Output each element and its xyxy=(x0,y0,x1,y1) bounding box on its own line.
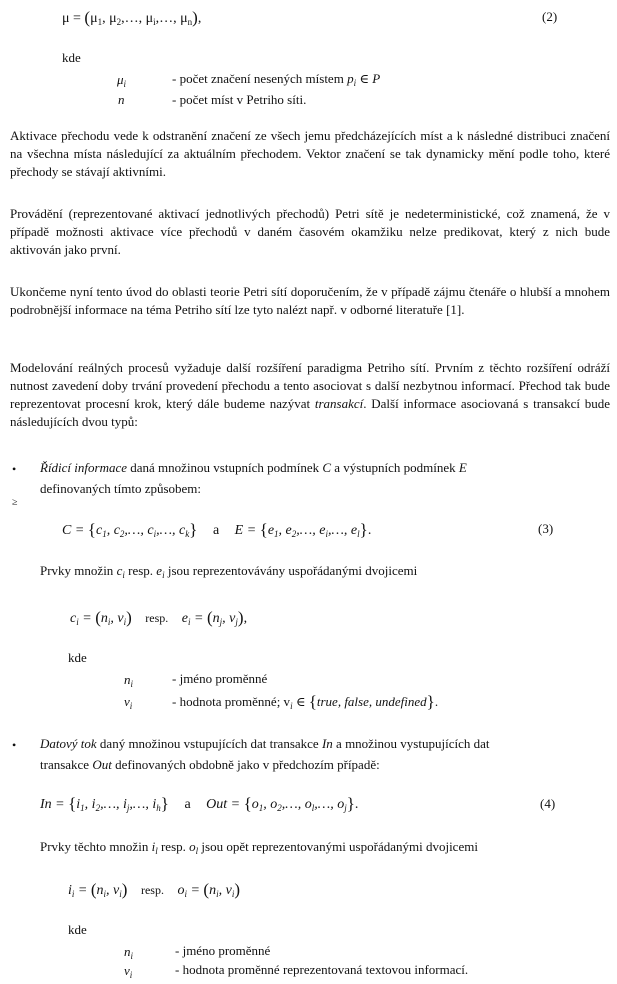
kde-label-2: kde xyxy=(68,650,87,665)
bullet-1-marker: • xyxy=(12,462,17,476)
bullet-2-marker: • xyxy=(12,738,17,752)
equation-4: $In = \{i_1$, $i_2,\dots$, $i_j,\dots$, $i_h$} a Out = {$o_1$, $o_2,\dots$, $o_l,\dots$, $o_j$}. xyxy=(40,794,359,813)
bullet-1-line-2: definovaných tímto způsobem: xyxy=(40,481,202,496)
term-data-flow: Datový tok xyxy=(40,736,97,751)
term-control-info: Řídicí informace xyxy=(40,460,128,475)
def1-text-mu: - počet značení nesených místem $p_i$ ∈ P xyxy=(172,71,381,88)
pairs-1-sentence: Prvky množin $c_i$ resp. $e_i$ jsou reprezentovávány uspořádanými dvojicemi xyxy=(40,563,418,580)
bullet-2-line-1: Datový tok daný množinou vstupujících dat transakce In a množinou vystupujících dat xyxy=(40,736,490,751)
def1-symbol-n: n xyxy=(118,92,125,107)
term-transaction: transakcí xyxy=(314,396,364,411)
equation-3-number: (3) xyxy=(538,521,554,536)
def2-text-n: - jméno proměnné xyxy=(172,671,268,686)
equation-2: $\mu = (\mu_1$, $\mu_2,\dots$, $\mu_i,\dots$, $\mu_n$), xyxy=(62,8,202,27)
paragraph-activation: Aktivace přechodu vede k odstranění značení ze všech jemu předcházejících míst a k následné distribuci značení na všechna místa následující za aktuálním přechodem. Vektor značení se tak dynamicky mění podle toho, které přechody se stávají aktivními. xyxy=(10,128,610,179)
equation-3: $C = \{c_1$, $c_2,\dots$, $c_i,\dots$, $c_k$} a $E = \{e_1$, $e_2,\dots$, $e_i,\dots$, $e_l$}. xyxy=(62,520,372,539)
paragraph-execution: Provádění (reprezentované aktivací jednotlivých přechodů) Petri sítě je nedeterministické, což znamená, že v případě možnosti aktivace více přechodů v daném časovém okamžiku nelze predikovat, který z nich bude aktivován jako první. xyxy=(10,206,610,257)
def1-text-n: - počet míst v Petriho síti. xyxy=(172,92,307,107)
equation-2-number: (2) xyxy=(542,9,558,24)
def1-symbol-mu: $\mu_i$ xyxy=(117,72,127,89)
kde-label-1: kde xyxy=(62,50,81,65)
stray-mark: ≥ xyxy=(12,497,18,508)
equation-4-number: (4) xyxy=(540,796,556,811)
def3-text-n: - jméno proměnné xyxy=(175,943,271,958)
paragraph-modeling: Modelování reálných procesů vyžaduje další rozšíření paradigma Petriho sítí. Prvním z těchto rozšíření odráží nutnost zavedení doby trvání provedení přechodu a tento asociovat s další nezbytnou informací. Přechod tak bude reprezentovat procesní krok, který dále budeme nazývat transakcí. Další informace asociovaná s transakcí bude následujících dvou typů: xyxy=(10,360,610,429)
bullet-2-line-2: transakce Out definovaných obdobně jako v předchozím případě: xyxy=(40,757,380,772)
pairs-1-equation: $c_i = (n_i$, $v_i$) resp. $e_i = (n_j$, $v_j$), xyxy=(70,608,248,627)
def3-symbol-n: $n_i$ xyxy=(124,944,134,961)
pairs-2-sentence: Prvky těchto množin $i_l$ resp. $o_l$ jsou opět reprezentovanými uspořádanými dvojicemi xyxy=(40,839,478,856)
eq2-lhs: μ = xyxy=(62,11,85,26)
def3-symbol-v: $v_i$ xyxy=(124,963,133,980)
def2-text-v: - hodnota proměnné; $v_i$ ∈ {true, false, undefined}. xyxy=(172,692,439,711)
kde-label-3: kde xyxy=(68,922,87,937)
def2-symbol-v: $v_i$ xyxy=(124,694,133,711)
bullet-1-line-1: Řídicí informace daná množinou vstupních podmínek C a výstupních podmínek E xyxy=(40,460,467,475)
paragraph-conclusion: Ukončeme nyní tento úvod do oblasti teorie Petri sítí doporučením, že v případě zájmu čtenáře o hlubší a mnohem podrobnější informace na téma Petriho sítí lze tyto nalézt např. v odborné literatuře [1]. xyxy=(10,284,610,317)
def3-text-v: - hodnota proměnné reprezentovaná textovou informací. xyxy=(175,962,469,977)
pairs-2-equation: $i_i = (n_i$, $v_i$) resp. $o_i = (n_i$, $v_i$) xyxy=(68,880,241,899)
def2-symbol-n: $n_i$ xyxy=(124,672,134,689)
